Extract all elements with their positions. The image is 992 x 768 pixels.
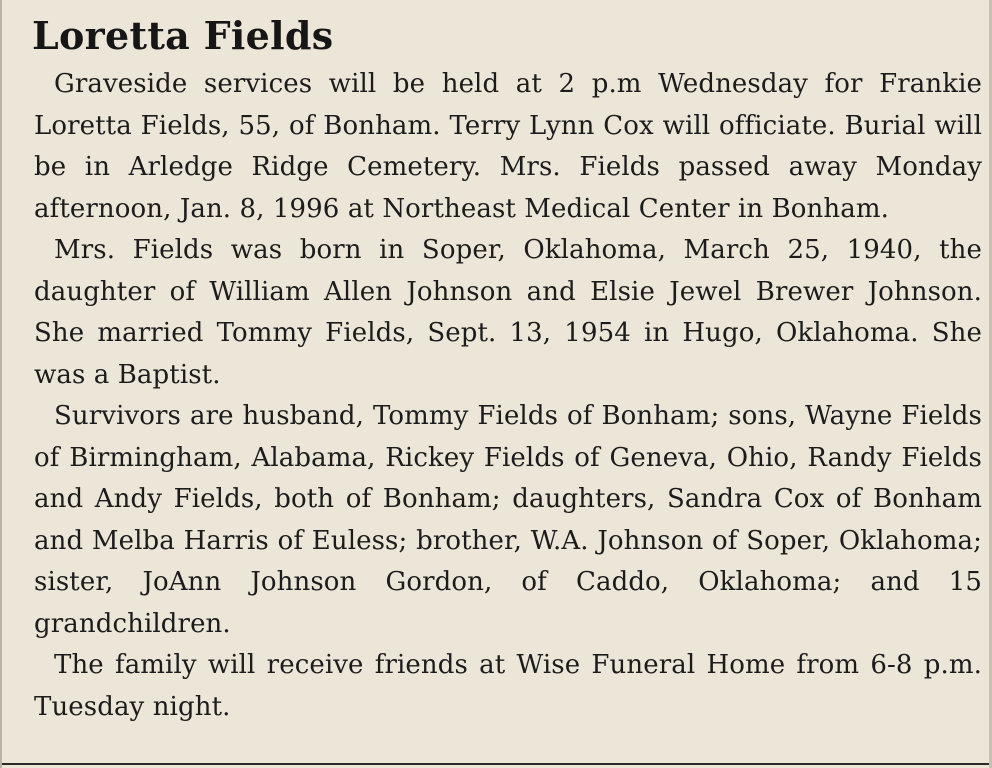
bottom-border-rule — [2, 763, 989, 765]
obituary-body — [34, 64, 982, 728]
visitation-paragraph: The family will receive friends at Wise Funeral Home from 6-8 p.m. Tuesday night. — [34, 650, 982, 722]
biography-paragraph: Mrs. Fields was born in Soper, Oklahoma, March 25, 1940, the daughter of William Allen Johnson and Elsie Jewel Brewer Johnson. She married Tommy Fields, Sept. 13, 1954 in Hugo, Oklahoma. She was a Baptist. — [34, 235, 982, 390]
obituary-headline: Loretta Fields — [32, 13, 334, 58]
survivors-paragraph: Survivors are husband, Tommy Fields of Bonham; sons, Wayne Fields of Birmingham, Alabama, Rickey Fields of Geneva, Ohio, Randy Fields and Andy Fields, both of Bonham; daughters, Sandra Cox of Bonham and Melba Harris of Euless; brother, W.A. Johnson of Soper, Oklahoma; sister, JoAnn Johnson Gordon, of Caddo, Oklahoma; and 15 grandchildren. — [34, 401, 982, 639]
services-paragraph: Graveside services will be held at 2 p.m Wednesday for Frankie Loretta Fields, 55, of Bonham. Terry Lynn Cox will officiate. Burial will be in Arledge Ridge Cemetery. Mrs. Fields passed away Monday afternoon, Jan. 8, 1996 at Northeast Medical Center in Bonham. — [34, 69, 982, 224]
